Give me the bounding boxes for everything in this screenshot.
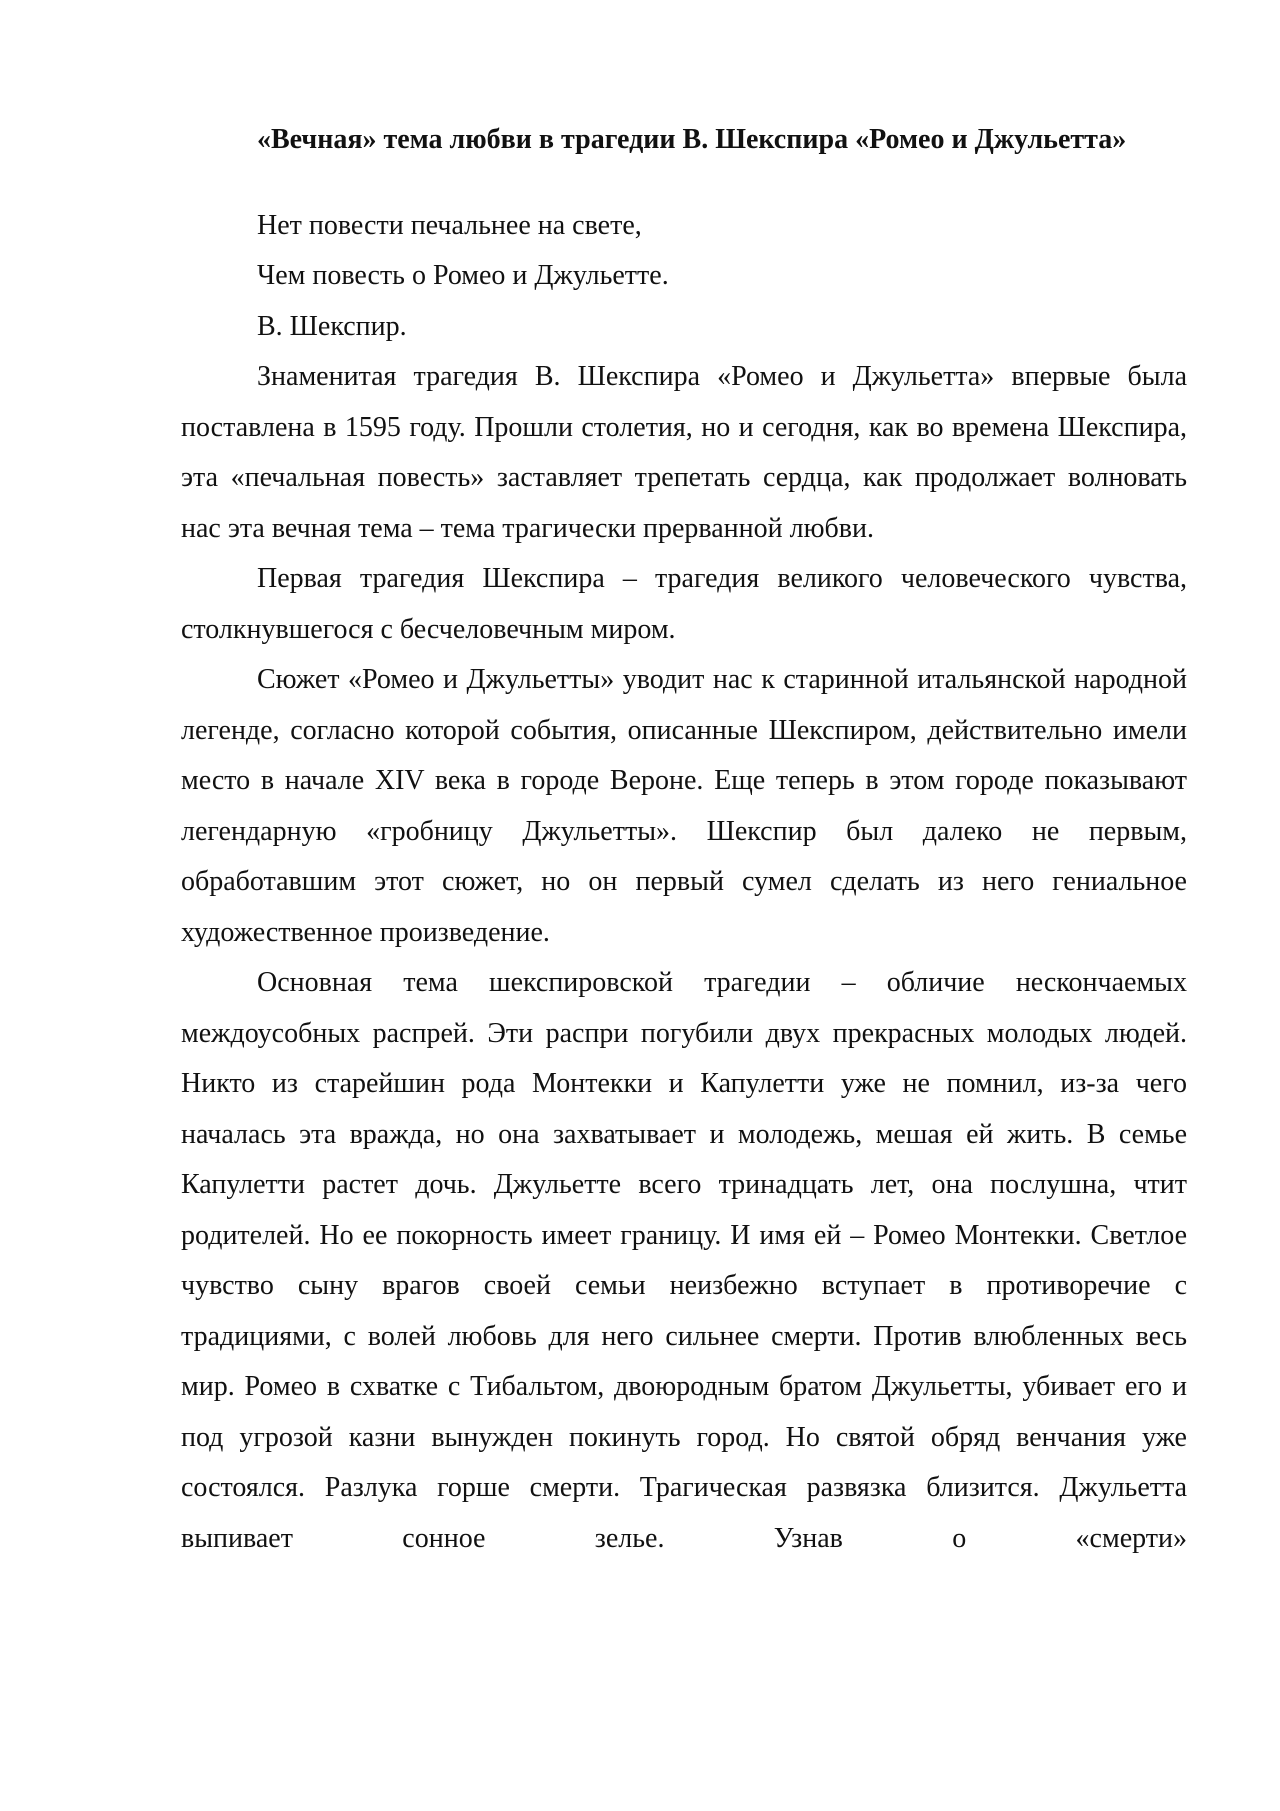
epigraph-line: Чем повесть о Ромео и Джульетте. [257, 260, 669, 291]
epigraph [181, 201, 1187, 353]
paragraph: Основная тема шекспировской трагедии – обличие нескончаемых междоусобных распрей. Эти распри погубили двух прекрасных молодых людей. Никто из старейшин рода Монтекки и Капулетти уже не помнил, из-за чего началась эта вражда, но она захватывает и молодежь, мешая ей жить. В семье Капулетти растет дочь. Джульетте всего тринадцать лет, она послушна, чтит родителей. Но ее покорность имеет границу. И имя ей – Ромео Монтекки. Светлое чувство сыну врагов своей семьи неизбежно вступает в противоречие с традициями, с волей любовь для него сильнее смерти. Против влюбленных весь мир. Ромео в схватке с Тибальтом, двоюродным братом Джульетты, убивает его и под угрозой казни вынужден покинуть город. Но святой обряд венчания уже состоялся. Разлука горше смерти. Трагическая развязка близится. Джульетта выпивает сонное зелье. Узнав о «смерти» [181, 967, 1187, 1554]
epigraph-author: В. Шекспир. [257, 310, 407, 342]
paragraph: Сюжет «Ромео и Джульетты» уводит нас к старинной итальянской народной легенде, согласно которой события, описанные Шекспиром, действительно имели место в начале XIV века в городе Вероне. Еще теперь в этом городе показывают легендарную «гробницу Джульетты». Шекспир был далеко не первым, обработавшим этот сюжет, но он первый сумел сделать из него гениальное художественное произведение. [181, 664, 1187, 948]
document-title: «Вечная» тема любви в трагедии В. Шекспира «Ромео и Джульетта» [257, 124, 1127, 155]
epigraph-line: Нет повести печальнее на свете, [257, 209, 642, 241]
paragraph: Первая трагедия Шекспира – трагедия великого человеческого чувства, столкнувшегося с бесчеловечным миром. [181, 563, 1187, 645]
paragraph: Знаменитая трагедия В. Шекспира «Ромео и Джульетта» впервые была поставлена в 1595 году. Прошли столетия, но и сегодня, как во времена Шекспира, эта «печальная повесть» заставляет трепетать сердца, как продолжает волновать нас эта вечная тема – тема трагически прерванной любви. [181, 361, 1187, 544]
document-page [181, 115, 1187, 1564]
